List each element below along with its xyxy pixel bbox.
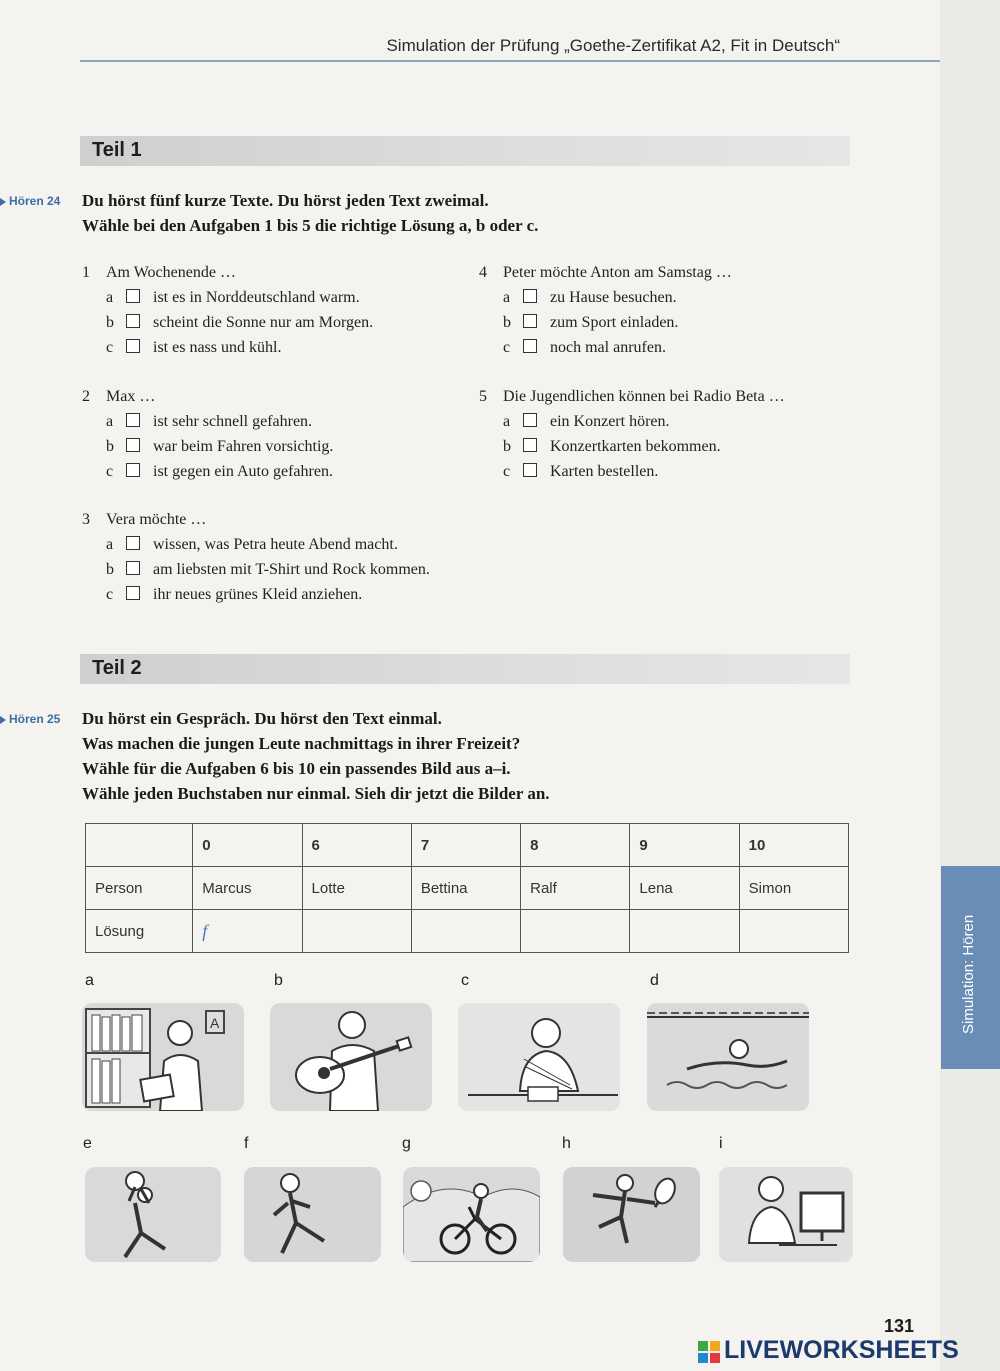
checkbox[interactable]	[126, 339, 140, 353]
solution-input-8[interactable]	[521, 910, 630, 953]
person-cell: Marcus	[193, 867, 302, 910]
checkbox[interactable]	[523, 289, 537, 303]
answer-table	[85, 823, 849, 953]
solution-input-10[interactable]	[739, 910, 848, 953]
solution-example: f	[193, 910, 302, 953]
side-tab-label: Simulation: Hören	[960, 914, 977, 1034]
checkbox[interactable]	[126, 561, 140, 575]
question-stem: Vera möchte …	[106, 511, 207, 528]
table-header-cell: 8	[521, 824, 630, 867]
option-3c[interactable]: c ihr neues grünes Kleid anziehen.	[106, 586, 363, 603]
table-header-cell: 6	[302, 824, 411, 867]
question-3	[82, 511, 430, 611]
teil2-instruction-line: Wähle jeden Buchstaben nur einmal. Sieh dir jetzt die Bilder an.	[82, 784, 550, 803]
table-row-persons	[86, 867, 849, 910]
option-5c[interactable]: c Karten bestellen.	[503, 463, 659, 480]
liveworksheets-logo-icon	[698, 1341, 720, 1363]
table-row-numbers	[86, 824, 849, 867]
swimming-icon[interactable]	[647, 1003, 809, 1111]
svg-text:A: A	[210, 1015, 220, 1031]
option-5a[interactable]: a ein Konzert hören.	[503, 413, 670, 430]
checkbox[interactable]	[523, 463, 537, 477]
checkbox[interactable]	[523, 413, 537, 427]
picture-letter-f: f	[244, 1135, 249, 1152]
play-arrow-icon	[0, 198, 6, 206]
checkbox[interactable]	[523, 314, 537, 328]
picture-letter-c: c	[461, 972, 469, 989]
cycling-icon[interactable]	[403, 1167, 540, 1262]
header-rule	[80, 60, 940, 62]
person-cell: Bettina	[411, 867, 520, 910]
teil1-label: Teil 1	[92, 139, 142, 161]
side-tab[interactable]	[941, 866, 1000, 1069]
teil1-instruction-line: Du hörst fünf kurze Texte. Du hörst jeden Text zweimal.	[82, 191, 489, 210]
teil1-instruction-line: Wähle bei den Aufgaben 1 bis 5 die richtige Lösung a, b oder c.	[82, 216, 539, 235]
option-2c[interactable]: c ist gegen ein Auto gefahren.	[106, 463, 333, 480]
page-edge	[940, 0, 1000, 1371]
question-4	[479, 264, 732, 364]
writing-icon[interactable]	[458, 1003, 620, 1111]
picture-letter-e: e	[83, 1135, 92, 1152]
teil1-instructions	[82, 188, 538, 238]
checkbox[interactable]	[126, 413, 140, 427]
picture-letter-i: i	[719, 1135, 723, 1152]
person-label: Person	[86, 867, 193, 910]
volleyball-icon[interactable]	[85, 1167, 221, 1262]
option-4b[interactable]: b zum Sport einladen.	[503, 314, 679, 331]
table-header-cell: 10	[739, 824, 848, 867]
question-stem: Max …	[106, 388, 156, 405]
question-number: 2	[82, 388, 90, 405]
teil2-instructions	[82, 706, 550, 806]
option-4a[interactable]: a zu Hause besuchen.	[503, 289, 677, 306]
option-2b[interactable]: b war beim Fahren vorsichtig.	[106, 438, 334, 455]
option-1c[interactable]: c ist es nass und kühl.	[106, 339, 282, 356]
question-number: 4	[479, 264, 487, 281]
option-2a[interactable]: a ist sehr schnell gefahren.	[106, 413, 313, 430]
question-2	[82, 388, 333, 488]
checkbox[interactable]	[126, 463, 140, 477]
solution-input-7[interactable]	[411, 910, 520, 953]
table-header-cell: 7	[411, 824, 520, 867]
checkbox[interactable]	[523, 438, 537, 452]
header-title: Simulation der Prüfung „Goethe-Zertifikat A2, Fit in Deutsch“	[386, 36, 840, 55]
person-cell: Lena	[630, 867, 739, 910]
option-3b[interactable]: b am liebsten mit T-Shirt und Rock kommen.	[106, 561, 430, 578]
teil1-bar	[80, 136, 850, 166]
tennis-icon[interactable]	[563, 1167, 700, 1262]
option-5b[interactable]: b Konzertkarten bekommen.	[503, 438, 721, 455]
checkbox[interactable]	[126, 438, 140, 452]
computer-icon[interactable]	[719, 1167, 853, 1262]
question-stem: Peter möchte Anton am Samstag …	[503, 264, 732, 281]
teil2-instruction-line: Wähle für die Aufgaben 6 bis 10 ein passendes Bild aus a–i.	[82, 759, 511, 778]
table-header-cell: 0	[193, 824, 302, 867]
teil2-track[interactable]: Hören 25	[0, 712, 60, 726]
person-cell: Simon	[739, 867, 848, 910]
option-1a[interactable]: a ist es in Norddeutschland warm.	[106, 289, 360, 306]
picture-letter-b: b	[274, 972, 283, 989]
teil2-bar	[80, 654, 850, 684]
option-4c[interactable]: c noch mal anrufen.	[503, 339, 666, 356]
picture-letter-a: a	[85, 972, 94, 989]
question-number: 1	[82, 264, 90, 281]
question-5	[479, 388, 785, 488]
guitar-icon[interactable]	[270, 1003, 432, 1111]
teil2-label: Teil 2	[92, 657, 142, 679]
picture-letter-h: h	[562, 1135, 571, 1152]
question-stem: Am Wochenende …	[106, 264, 236, 281]
teil2-instruction-line: Du hörst ein Gespräch. Du hörst den Text einmal.	[82, 709, 442, 728]
picture-letter-d: d	[650, 972, 659, 989]
checkbox[interactable]	[126, 536, 140, 550]
library-reading-icon[interactable]	[82, 1003, 244, 1111]
question-number: 3	[82, 511, 90, 528]
checkbox[interactable]	[126, 289, 140, 303]
option-1b[interactable]: b scheint die Sonne nur am Morgen.	[106, 314, 374, 331]
picture-letter-g: g	[402, 1135, 411, 1152]
question-number: 5	[479, 388, 487, 405]
table-cell-empty	[86, 824, 193, 867]
option-3a[interactable]: a wissen, was Petra heute Abend macht.	[106, 536, 398, 553]
table-header-cell: 9	[630, 824, 739, 867]
teil2-instruction-line: Was machen die jungen Leute nachmittags in ihrer Freizeit?	[82, 734, 521, 753]
question-stem: Die Jugendlichen können bei Radio Beta …	[503, 388, 785, 405]
play-arrow-icon	[0, 716, 6, 724]
question-1	[82, 264, 373, 364]
solution-label: Lösung	[86, 910, 193, 953]
person-cell: Lotte	[302, 867, 411, 910]
solution-input-6[interactable]	[302, 910, 411, 953]
page-number: 131	[884, 1316, 915, 1336]
checkbox[interactable]	[126, 586, 140, 600]
running-icon[interactable]	[244, 1167, 381, 1262]
checkbox[interactable]	[126, 314, 140, 328]
teil1-track[interactable]: Hören 24	[0, 194, 60, 208]
brand-name: LIVEWORKSHEETS	[724, 1336, 959, 1364]
person-cell: Ralf	[521, 867, 630, 910]
checkbox[interactable]	[523, 339, 537, 353]
table-row-solutions	[86, 910, 849, 953]
solution-input-9[interactable]	[630, 910, 739, 953]
